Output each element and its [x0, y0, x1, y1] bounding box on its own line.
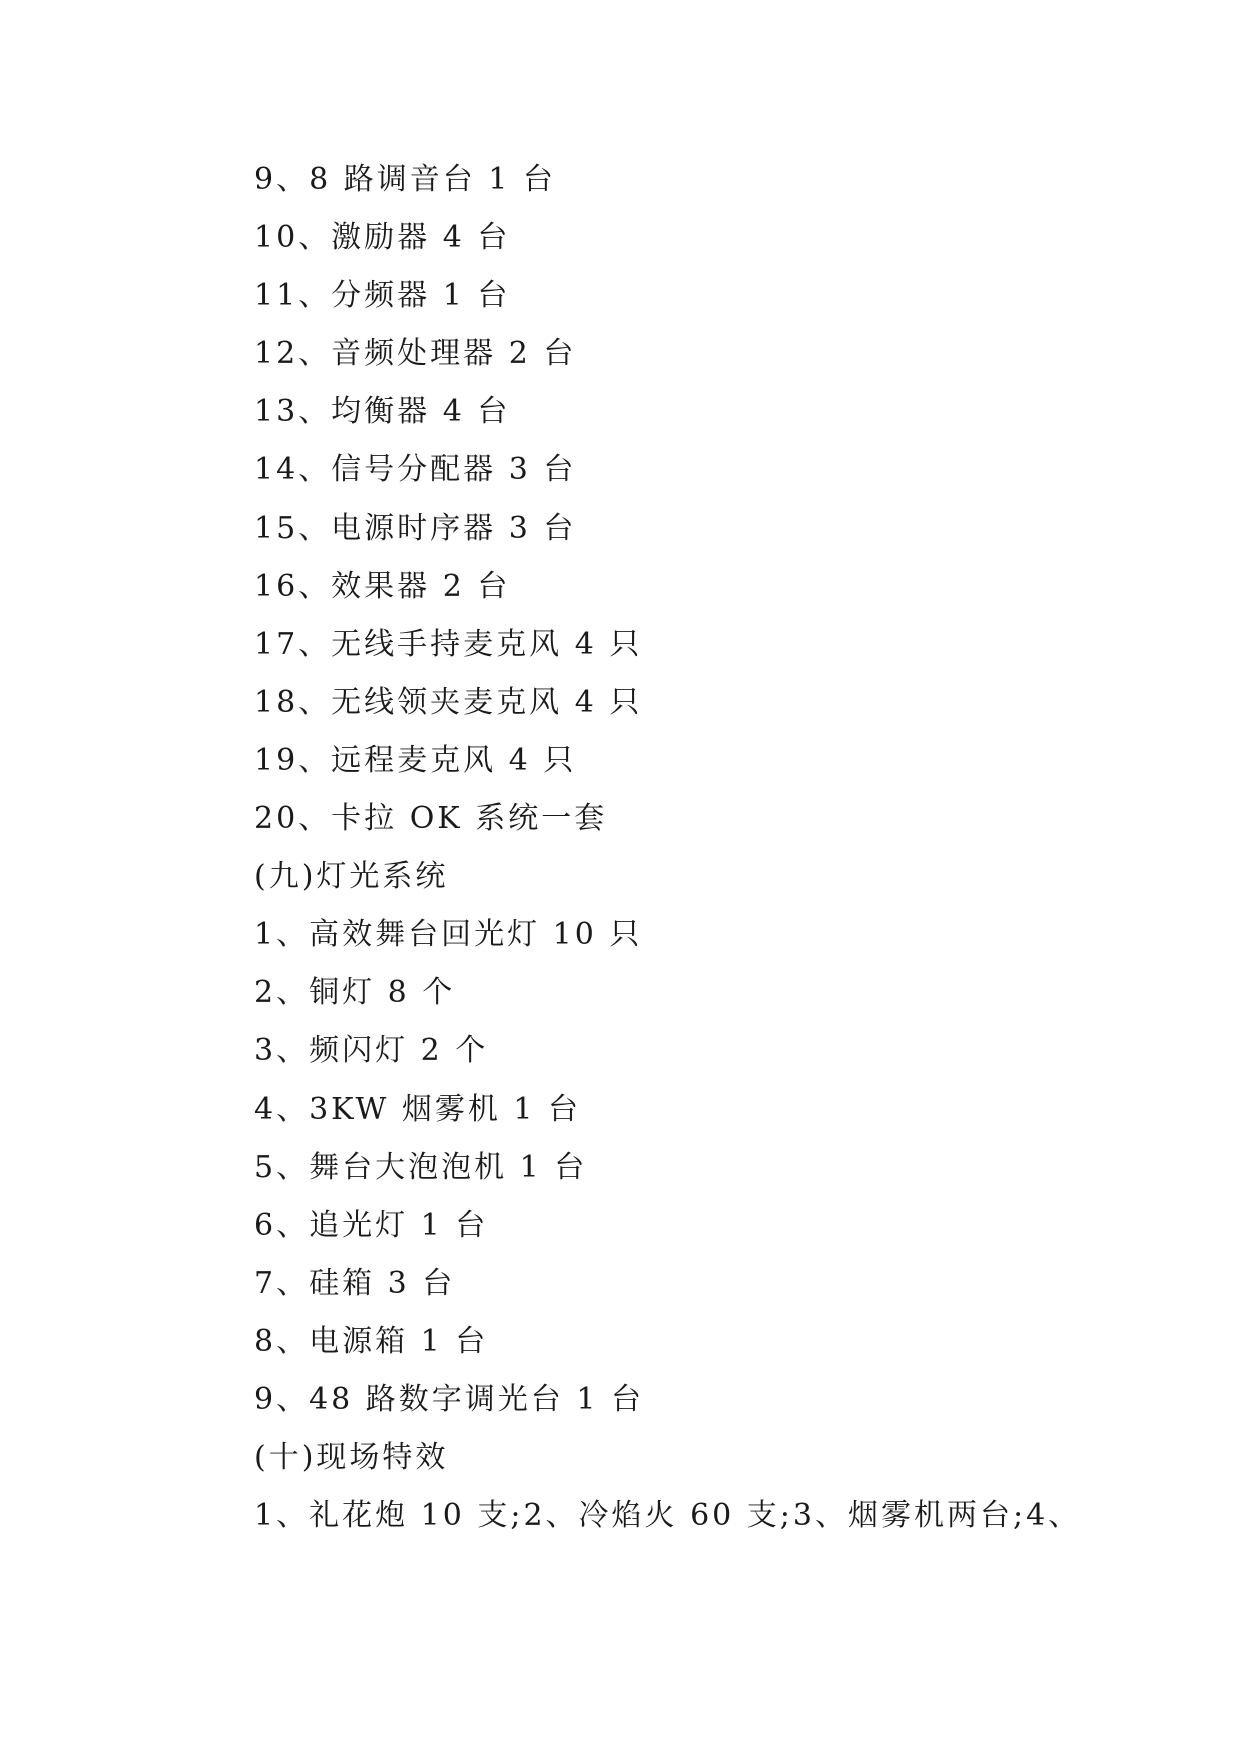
list-item: 9、8 路调音台 1 台 — [254, 162, 556, 197]
list-item: 9、48 路数字调光台 1 台 — [254, 1381, 644, 1417]
list-item: 1、礼花炮 10 支;2、冷焰火 60 支;3、烟雾机两台;4、 — [254, 1498, 1082, 1534]
section-heading-lighting: (九)灯光系统 — [254, 859, 449, 895]
list-item: 7、硅箱 3 台 — [254, 1265, 456, 1301]
list-item: 15、电源时序器 3 台 — [254, 510, 577, 546]
list-item: 3、频闪灯 2 个 — [254, 1033, 489, 1069]
list-item: 10、激励器 4 台 — [254, 220, 511, 256]
list-item: 17、无线手持麦克风 4 只 — [254, 626, 643, 662]
list-item: 4、3KW 烟雾机 1 台 — [254, 1091, 582, 1127]
list-item: 14、信号分配器 3 台 — [254, 452, 577, 488]
list-item: 2、铜灯 8 个 — [254, 975, 456, 1011]
list-item: 20、卡拉 OK 系统一套 — [254, 801, 608, 837]
list-item: 12、音频处理器 2 台 — [254, 336, 577, 372]
list-item: 16、效果器 2 台 — [254, 568, 511, 604]
list-item: 18、无线领夹麦克风 4 只 — [254, 684, 643, 720]
list-item: 5、舞台大泡泡机 1 台 — [254, 1149, 588, 1185]
list-item: 6、追光灯 1 台 — [254, 1207, 489, 1243]
equipment-list — [254, 160, 1134, 1554]
list-item: 13、均衡器 4 台 — [254, 394, 511, 430]
list-item: 11、分频器 1 台 — [254, 278, 511, 314]
list-item: 19、远程麦克风 4 只 — [254, 742, 577, 778]
list-item: 1、高效舞台回光灯 10 只 — [254, 917, 643, 953]
list-item: 8、电源箱 1 台 — [254, 1323, 489, 1359]
section-heading-special-effects: (十)现场特效 — [254, 1440, 449, 1476]
